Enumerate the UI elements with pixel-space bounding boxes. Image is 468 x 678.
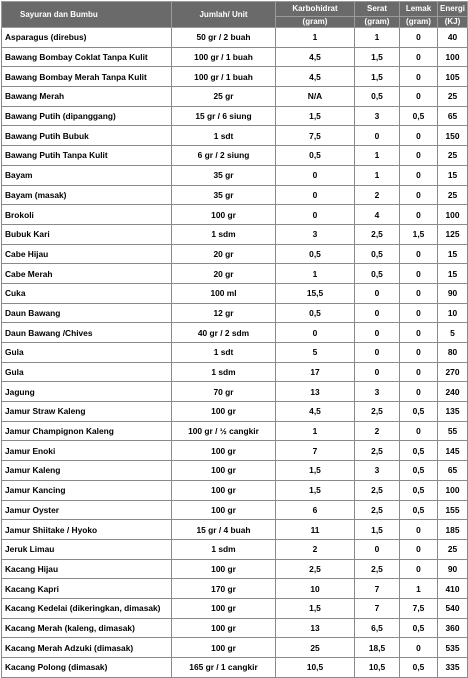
cell-fiber: 1 — [355, 146, 400, 166]
cell-fiber: 1,5 — [355, 67, 400, 87]
cell-energy: 100 — [438, 47, 468, 67]
table-row — [2, 638, 468, 658]
cell-amount: 100 gr — [172, 500, 276, 520]
cell-energy: 65 — [438, 106, 468, 126]
cell-energy: 125 — [438, 224, 468, 244]
cell-amount: 1 sdm — [172, 539, 276, 559]
cell-name: Jamur Kaleng — [2, 461, 172, 481]
table-row — [2, 146, 468, 166]
cell-fiber: 3 — [355, 461, 400, 481]
header-fat-unit: (gram) — [400, 17, 438, 28]
table-row — [2, 67, 468, 87]
header-fat: Lemak — [400, 2, 438, 17]
cell-name: Jamur Kancing — [2, 480, 172, 500]
cell-name: Bawang Bombay Merah Tanpa Kulit — [2, 67, 172, 87]
cell-carbs: 13 — [276, 382, 355, 402]
cell-fiber: 0 — [355, 303, 400, 323]
cell-name: Cabe Merah — [2, 264, 172, 284]
cell-fiber: 0,5 — [355, 244, 400, 264]
cell-amount: 165 gr / 1 cangkir — [172, 658, 276, 678]
cell-amount: 12 gr — [172, 303, 276, 323]
cell-fiber: 7 — [355, 579, 400, 599]
cell-carbs: 1 — [276, 28, 355, 48]
table-row — [2, 559, 468, 579]
cell-fat: 0 — [400, 382, 438, 402]
cell-name: Bayam (masak) — [2, 185, 172, 205]
cell-fat: 0 — [400, 638, 438, 658]
cell-amount: 100 gr / 1 buah — [172, 67, 276, 87]
cell-fiber: 2,5 — [355, 224, 400, 244]
cell-fat: 0 — [400, 343, 438, 363]
cell-fiber: 1,5 — [355, 47, 400, 67]
cell-amount: 15 gr / 4 buah — [172, 520, 276, 540]
cell-amount: 20 gr — [172, 244, 276, 264]
cell-fat: 0,5 — [400, 500, 438, 520]
cell-name: Daun Bawang — [2, 303, 172, 323]
cell-carbs: 3 — [276, 224, 355, 244]
cell-carbs: 0,5 — [276, 244, 355, 264]
cell-energy: 90 — [438, 283, 468, 303]
cell-carbs: 1 — [276, 264, 355, 284]
table-row — [2, 461, 468, 481]
cell-fiber: 2 — [355, 185, 400, 205]
cell-energy: 25 — [438, 539, 468, 559]
cell-name: Kacang Merah Adzuki (dimasak) — [2, 638, 172, 658]
table-row — [2, 87, 468, 107]
cell-amount: 1 sdm — [172, 224, 276, 244]
cell-amount: 40 gr / 2 sdm — [172, 323, 276, 343]
cell-fat: 0,5 — [400, 441, 438, 461]
cell-carbs: 25 — [276, 638, 355, 658]
header-fiber-unit: (gram) — [355, 17, 400, 28]
cell-carbs: 10,5 — [276, 658, 355, 678]
cell-energy: 185 — [438, 520, 468, 540]
cell-fat: 0 — [400, 362, 438, 382]
cell-carbs: 1,5 — [276, 480, 355, 500]
cell-carbs: N/A — [276, 87, 355, 107]
cell-fiber: 2,5 — [355, 441, 400, 461]
cell-energy: 5 — [438, 323, 468, 343]
cell-fat: 0 — [400, 283, 438, 303]
cell-energy: 100 — [438, 205, 468, 225]
cell-fiber: 0 — [355, 126, 400, 146]
cell-energy: 15 — [438, 244, 468, 264]
cell-fiber: 4 — [355, 205, 400, 225]
table-row — [2, 598, 468, 618]
cell-energy: 15 — [438, 264, 468, 284]
table-body — [2, 28, 468, 678]
cell-energy: 240 — [438, 382, 468, 402]
cell-energy: 10 — [438, 303, 468, 323]
cell-name: Jamur Oyster — [2, 500, 172, 520]
cell-amount: 100 gr / 1 buah — [172, 47, 276, 67]
cell-amount: 6 gr / 2 siung — [172, 146, 276, 166]
table-row — [2, 224, 468, 244]
cell-amount: 100 ml — [172, 283, 276, 303]
cell-amount: 170 gr — [172, 579, 276, 599]
cell-fat: 0 — [400, 87, 438, 107]
cell-fat: 0,5 — [400, 402, 438, 422]
cell-amount: 100 gr / ½ cangkir — [172, 421, 276, 441]
cell-name: Bawang Bombay Coklat Tanpa Kulit — [2, 47, 172, 67]
cell-name: Daun Bawang /Chives — [2, 323, 172, 343]
cell-amount: 100 gr — [172, 618, 276, 638]
header-carbs-unit: (gram) — [276, 17, 355, 28]
table-row — [2, 343, 468, 363]
cell-carbs: 2,5 — [276, 559, 355, 579]
cell-amount: 35 gr — [172, 185, 276, 205]
cell-amount: 35 gr — [172, 165, 276, 185]
table-row — [2, 500, 468, 520]
cell-fiber: 1 — [355, 165, 400, 185]
table-row — [2, 126, 468, 146]
table-row — [2, 303, 468, 323]
cell-energy: 25 — [438, 185, 468, 205]
cell-fiber: 1 — [355, 28, 400, 48]
cell-fiber: 2,5 — [355, 500, 400, 520]
cell-energy: 100 — [438, 480, 468, 500]
cell-fiber: 6,5 — [355, 618, 400, 638]
cell-name: Kacang Merah (kaleng, dimasak) — [2, 618, 172, 638]
cell-name: Jamur Shiitake / Hyoko — [2, 520, 172, 540]
cell-amount: 100 gr — [172, 441, 276, 461]
cell-energy: 540 — [438, 598, 468, 618]
cell-energy: 25 — [438, 87, 468, 107]
nutrition-table — [1, 1, 468, 678]
cell-energy: 105 — [438, 67, 468, 87]
table-row — [2, 47, 468, 67]
cell-amount: 1 sdt — [172, 343, 276, 363]
cell-carbs: 11 — [276, 520, 355, 540]
cell-carbs: 13 — [276, 618, 355, 638]
table-row — [2, 165, 468, 185]
cell-carbs: 0 — [276, 165, 355, 185]
cell-fiber: 18,5 — [355, 638, 400, 658]
cell-carbs: 4,5 — [276, 47, 355, 67]
cell-name: Kacang Kedelai (dikeringkan, dimasak) — [2, 598, 172, 618]
cell-fat: 0 — [400, 244, 438, 264]
cell-carbs: 6 — [276, 500, 355, 520]
header-name: Sayuran dan Bumbu — [2, 2, 172, 28]
cell-fiber: 0 — [355, 343, 400, 363]
cell-name: Kacang Polong (dimasak) — [2, 658, 172, 678]
cell-fiber: 2,5 — [355, 402, 400, 422]
cell-amount: 70 gr — [172, 382, 276, 402]
header-amount: Jumlah/ Unit — [172, 2, 276, 28]
cell-name: Cuka — [2, 283, 172, 303]
cell-fat: 0 — [400, 520, 438, 540]
cell-name: Jeruk Limau — [2, 539, 172, 559]
cell-fiber: 2,5 — [355, 559, 400, 579]
header-carbs: Karbohidrat — [276, 2, 355, 17]
cell-fat: 0 — [400, 205, 438, 225]
cell-amount: 50 gr / 2 buah — [172, 28, 276, 48]
cell-amount: 100 gr — [172, 638, 276, 658]
cell-name: Kacang Kapri — [2, 579, 172, 599]
cell-fiber: 3 — [355, 382, 400, 402]
cell-fat: 1 — [400, 579, 438, 599]
cell-amount: 100 gr — [172, 402, 276, 422]
cell-fiber: 10,5 — [355, 658, 400, 678]
cell-energy: 155 — [438, 500, 468, 520]
cell-energy: 535 — [438, 638, 468, 658]
cell-fat: 0,5 — [400, 461, 438, 481]
cell-amount: 100 gr — [172, 205, 276, 225]
cell-carbs: 7,5 — [276, 126, 355, 146]
table-row — [2, 382, 468, 402]
table-header — [2, 2, 468, 28]
header-fiber: Serat — [355, 2, 400, 17]
cell-fiber: 2 — [355, 421, 400, 441]
cell-name: Brokoli — [2, 205, 172, 225]
cell-carbs: 4,5 — [276, 402, 355, 422]
table-row — [2, 264, 468, 284]
cell-carbs: 0,5 — [276, 146, 355, 166]
cell-energy: 145 — [438, 441, 468, 461]
cell-fiber: 1,5 — [355, 520, 400, 540]
cell-energy: 360 — [438, 618, 468, 638]
cell-amount: 100 gr — [172, 480, 276, 500]
cell-fiber: 0 — [355, 323, 400, 343]
cell-fat: 7,5 — [400, 598, 438, 618]
cell-carbs: 1,5 — [276, 106, 355, 126]
cell-fat: 0 — [400, 264, 438, 284]
table-row — [2, 579, 468, 599]
cell-fiber: 7 — [355, 598, 400, 618]
table-row — [2, 323, 468, 343]
cell-fat: 0 — [400, 421, 438, 441]
cell-carbs: 17 — [276, 362, 355, 382]
cell-fiber: 0 — [355, 362, 400, 382]
cell-energy: 55 — [438, 421, 468, 441]
cell-name: Bubuk Kari — [2, 224, 172, 244]
table-row — [2, 658, 468, 678]
cell-name: Bawang Putih Tanpa Kulit — [2, 146, 172, 166]
cell-carbs: 0 — [276, 323, 355, 343]
cell-amount: 100 gr — [172, 559, 276, 579]
cell-amount: 100 gr — [172, 461, 276, 481]
cell-energy: 15 — [438, 165, 468, 185]
cell-fat: 0 — [400, 559, 438, 579]
cell-name: Jagung — [2, 382, 172, 402]
cell-carbs: 7 — [276, 441, 355, 461]
cell-amount: 1 sdm — [172, 362, 276, 382]
table-row — [2, 244, 468, 264]
cell-carbs: 2 — [276, 539, 355, 559]
cell-name: Asparagus (direbus) — [2, 28, 172, 48]
cell-fat: 0 — [400, 303, 438, 323]
cell-name: Gula — [2, 343, 172, 363]
cell-fiber: 3 — [355, 106, 400, 126]
table-row — [2, 402, 468, 422]
header-energy-unit: (KJ) — [438, 17, 468, 28]
cell-fat: 0 — [400, 185, 438, 205]
table-row — [2, 539, 468, 559]
cell-name: Cabe Hijau — [2, 244, 172, 264]
table-row — [2, 618, 468, 638]
cell-fat: 0,5 — [400, 106, 438, 126]
cell-fat: 0 — [400, 539, 438, 559]
table-row — [2, 205, 468, 225]
cell-energy: 410 — [438, 579, 468, 599]
cell-energy: 135 — [438, 402, 468, 422]
cell-carbs: 1,5 — [276, 461, 355, 481]
cell-energy: 25 — [438, 146, 468, 166]
cell-fiber: 2,5 — [355, 480, 400, 500]
cell-name: Bayam — [2, 165, 172, 185]
cell-name: Jamur Champignon Kaleng — [2, 421, 172, 441]
cell-carbs: 10 — [276, 579, 355, 599]
cell-name: Gula — [2, 362, 172, 382]
cell-amount: 1 sdt — [172, 126, 276, 146]
table-row — [2, 106, 468, 126]
nutrition-table-container — [1, 1, 467, 678]
cell-carbs: 1,5 — [276, 598, 355, 618]
cell-name: Jamur Straw Kaleng — [2, 402, 172, 422]
cell-energy: 270 — [438, 362, 468, 382]
cell-energy: 150 — [438, 126, 468, 146]
cell-amount: 100 gr — [172, 598, 276, 618]
cell-fat: 0 — [400, 47, 438, 67]
cell-name: Bawang Merah — [2, 87, 172, 107]
cell-carbs: 0 — [276, 205, 355, 225]
cell-amount: 15 gr / 6 siung — [172, 106, 276, 126]
cell-fiber: 0 — [355, 539, 400, 559]
cell-name: Bawang Putih (dipanggang) — [2, 106, 172, 126]
cell-energy: 80 — [438, 343, 468, 363]
cell-fat: 0,5 — [400, 480, 438, 500]
header-energy: Energi — [438, 2, 468, 17]
cell-fat: 0 — [400, 146, 438, 166]
table-row — [2, 185, 468, 205]
cell-fat: 0,5 — [400, 618, 438, 638]
cell-fat: 0 — [400, 165, 438, 185]
table-row — [2, 480, 468, 500]
cell-carbs: 4,5 — [276, 67, 355, 87]
cell-fiber: 0 — [355, 283, 400, 303]
cell-fat: 0 — [400, 126, 438, 146]
cell-fat: 0 — [400, 67, 438, 87]
cell-fat: 0 — [400, 323, 438, 343]
cell-carbs: 5 — [276, 343, 355, 363]
cell-amount: 25 gr — [172, 87, 276, 107]
table-row — [2, 28, 468, 48]
cell-energy: 335 — [438, 658, 468, 678]
cell-carbs: 0,5 — [276, 303, 355, 323]
table-row — [2, 421, 468, 441]
table-row — [2, 520, 468, 540]
cell-carbs: 0 — [276, 185, 355, 205]
table-row — [2, 362, 468, 382]
cell-fat: 0,5 — [400, 658, 438, 678]
table-row — [2, 441, 468, 461]
cell-amount: 20 gr — [172, 264, 276, 284]
cell-fat: 1,5 — [400, 224, 438, 244]
cell-fiber: 0,5 — [355, 87, 400, 107]
table-row — [2, 283, 468, 303]
cell-name: Bawang Putih Bubuk — [2, 126, 172, 146]
cell-name: Kacang Hijau — [2, 559, 172, 579]
cell-carbs: 15,5 — [276, 283, 355, 303]
cell-name: Jamur Enoki — [2, 441, 172, 461]
cell-energy: 40 — [438, 28, 468, 48]
cell-fiber: 0,5 — [355, 264, 400, 284]
cell-energy: 90 — [438, 559, 468, 579]
cell-energy: 65 — [438, 461, 468, 481]
cell-fat: 0 — [400, 28, 438, 48]
cell-carbs: 1 — [276, 421, 355, 441]
